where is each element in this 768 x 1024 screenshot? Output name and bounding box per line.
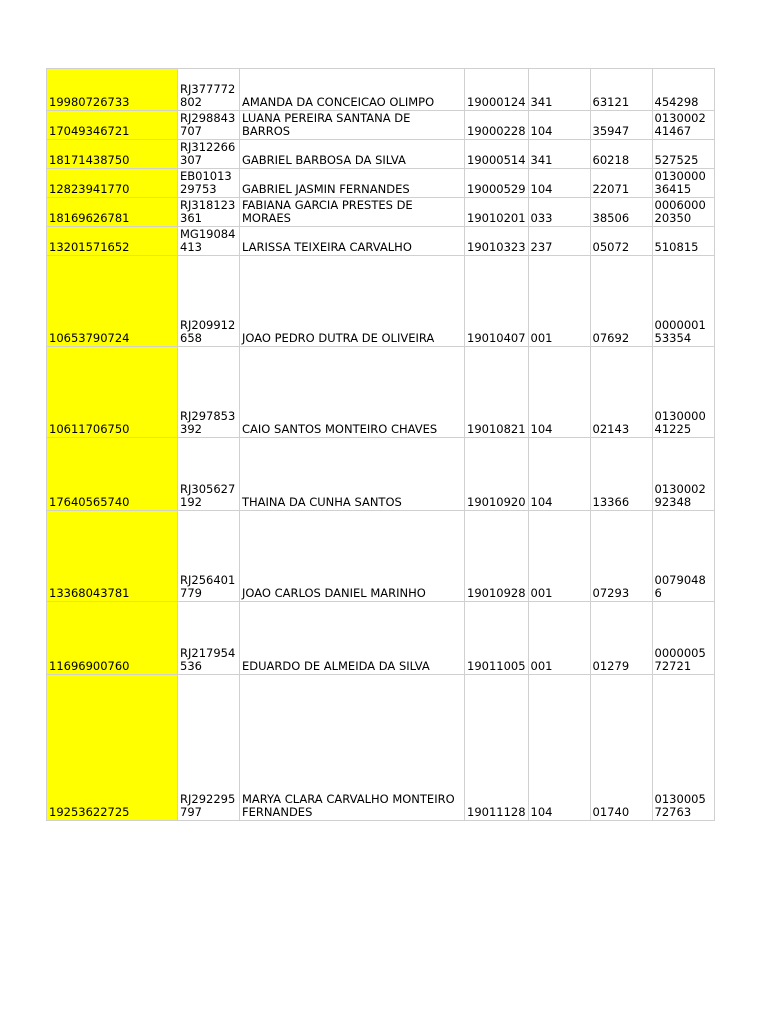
- id-cell: 13201571652: [47, 227, 178, 256]
- account-cell: 00790486: [652, 511, 714, 602]
- doc-cell: RJ318123361: [178, 198, 240, 227]
- table-row: [47, 169, 715, 198]
- name-cell: JOAO CARLOS DANIEL MARINHO: [240, 511, 465, 602]
- id-cell: 12823941770: [47, 169, 178, 198]
- name-cell: FABIANA GARCIA PRESTES DE MORAES: [240, 198, 465, 227]
- agency-cell: 01740: [590, 675, 652, 821]
- account-cell: 527525: [652, 140, 714, 169]
- name-cell: MARYA CLARA CARVALHO MONTEIRO FERNANDES: [240, 675, 465, 821]
- agency-cell: 07293: [590, 511, 652, 602]
- name-cell: GABRIEL JASMIN FERNANDES: [240, 169, 465, 198]
- doc-cell: RJ298843707: [178, 111, 240, 140]
- agency-cell: 63121: [590, 69, 652, 111]
- code-cell: 001: [528, 256, 590, 347]
- date-cell: 19010323: [465, 227, 529, 256]
- name-cell: CAIO SANTOS MONTEIRO CHAVES: [240, 347, 465, 438]
- account-cell: 013000036415: [652, 169, 714, 198]
- doc-cell: RJ256401779: [178, 511, 240, 602]
- id-cell: 17640565740: [47, 438, 178, 511]
- table-row: [47, 602, 715, 675]
- id-cell: 13368043781: [47, 511, 178, 602]
- agency-cell: 38506: [590, 198, 652, 227]
- account-cell: 013000241467: [652, 111, 714, 140]
- account-cell: 454298: [652, 69, 714, 111]
- account-cell: 013000041225: [652, 347, 714, 438]
- code-cell: 104: [528, 111, 590, 140]
- table-row: [47, 69, 715, 111]
- code-cell: 104: [528, 438, 590, 511]
- agency-cell: 35947: [590, 111, 652, 140]
- doc-cell: RJ292295797: [178, 675, 240, 821]
- account-cell: 000000572721: [652, 602, 714, 675]
- date-cell: 19000514: [465, 140, 529, 169]
- code-cell: 104: [528, 347, 590, 438]
- code-cell: 104: [528, 169, 590, 198]
- code-cell: 001: [528, 602, 590, 675]
- doc-cell: EB0101329753: [178, 169, 240, 198]
- data-table: [46, 68, 715, 821]
- doc-cell: RJ312266307: [178, 140, 240, 169]
- date-cell: 19000529: [465, 169, 529, 198]
- table-row: [47, 675, 715, 821]
- doc-cell: MG19084413: [178, 227, 240, 256]
- code-cell: 341: [528, 69, 590, 111]
- name-cell: THAINA DA CUNHA SANTOS: [240, 438, 465, 511]
- date-cell: 19011005: [465, 602, 529, 675]
- table-row: [47, 198, 715, 227]
- date-cell: 19010920: [465, 438, 529, 511]
- account-cell: 000000153354: [652, 256, 714, 347]
- table-row: [47, 140, 715, 169]
- name-cell: LARISSA TEIXEIRA CARVALHO: [240, 227, 465, 256]
- date-cell: 19010407: [465, 256, 529, 347]
- date-cell: 19010928: [465, 511, 529, 602]
- agency-cell: 05072: [590, 227, 652, 256]
- code-cell: 237: [528, 227, 590, 256]
- agency-cell: 22071: [590, 169, 652, 198]
- code-cell: 033: [528, 198, 590, 227]
- name-cell: AMANDA DA CONCEICAO OLIMPO: [240, 69, 465, 111]
- name-cell: EDUARDO DE ALMEIDA DA SILVA: [240, 602, 465, 675]
- account-cell: 000600020350: [652, 198, 714, 227]
- id-cell: 10653790724: [47, 256, 178, 347]
- doc-cell: RJ305627192: [178, 438, 240, 511]
- table-row: [47, 111, 715, 140]
- id-cell: 18171438750: [47, 140, 178, 169]
- table-row: [47, 511, 715, 602]
- id-cell: 19253622725: [47, 675, 178, 821]
- doc-cell: RJ377772802: [178, 69, 240, 111]
- name-cell: GABRIEL BARBOSA DA SILVA: [240, 140, 465, 169]
- code-cell: 104: [528, 675, 590, 821]
- doc-cell: RJ209912658: [178, 256, 240, 347]
- code-cell: 001: [528, 511, 590, 602]
- agency-cell: 07692: [590, 256, 652, 347]
- name-cell: JOAO PEDRO DUTRA DE OLIVEIRA: [240, 256, 465, 347]
- agency-cell: 01279: [590, 602, 652, 675]
- table-row: [47, 256, 715, 347]
- date-cell: 19010201: [465, 198, 529, 227]
- doc-cell: RJ297853392: [178, 347, 240, 438]
- id-cell: 18169626781: [47, 198, 178, 227]
- id-cell: 19980726733: [47, 69, 178, 111]
- table-row: [47, 438, 715, 511]
- date-cell: 19011128: [465, 675, 529, 821]
- agency-cell: 60218: [590, 140, 652, 169]
- date-cell: 19000124: [465, 69, 529, 111]
- code-cell: 341: [528, 140, 590, 169]
- table-row: [47, 227, 715, 256]
- id-cell: 11696900760: [47, 602, 178, 675]
- agency-cell: 02143: [590, 347, 652, 438]
- account-cell: 013000292348: [652, 438, 714, 511]
- id-cell: 17049346721: [47, 111, 178, 140]
- table-row: [47, 347, 715, 438]
- name-cell: LUANA PEREIRA SANTANA DE BARROS: [240, 111, 465, 140]
- account-cell: 510815: [652, 227, 714, 256]
- doc-cell: RJ217954536: [178, 602, 240, 675]
- date-cell: 19010821: [465, 347, 529, 438]
- date-cell: 19000228: [465, 111, 529, 140]
- id-cell: 10611706750: [47, 347, 178, 438]
- account-cell: 013000572763: [652, 675, 714, 821]
- agency-cell: 13366: [590, 438, 652, 511]
